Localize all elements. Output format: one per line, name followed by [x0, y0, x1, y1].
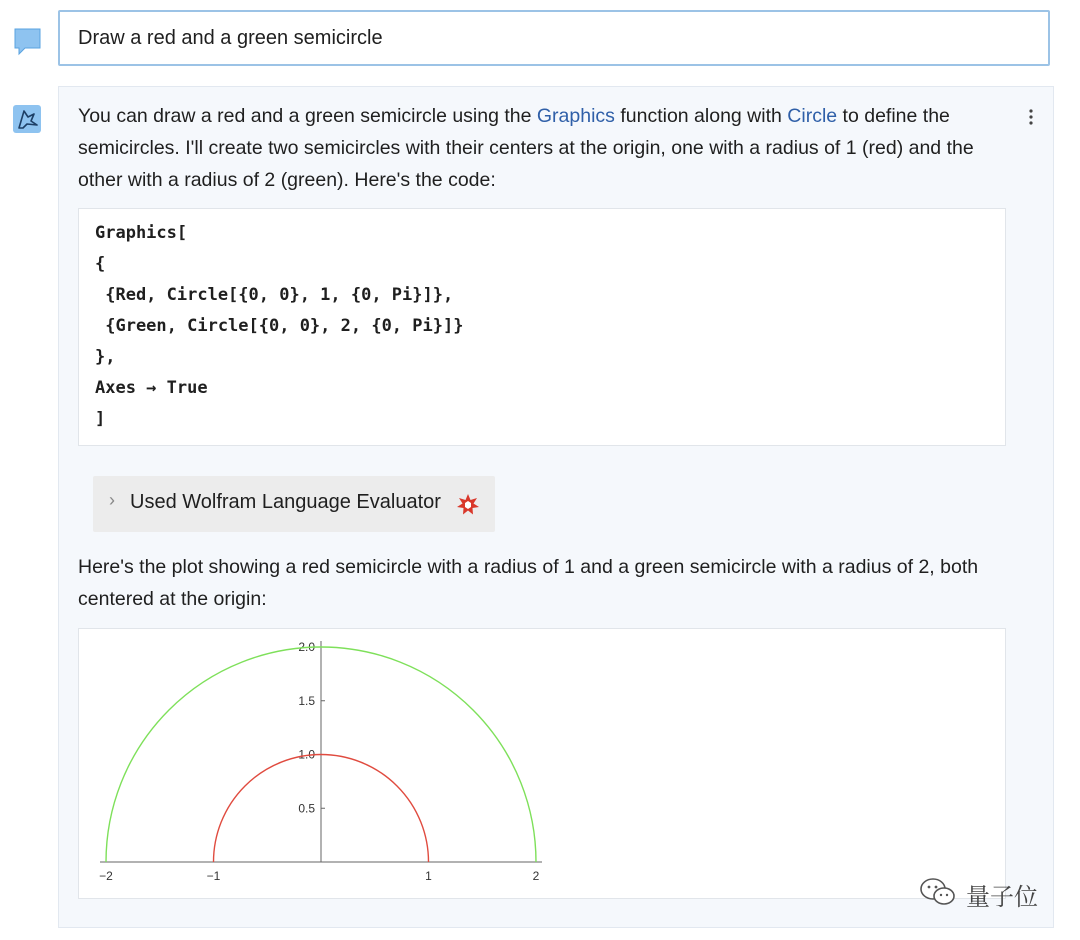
y-tick-label: 1.5 — [298, 693, 315, 708]
y-tick-label: 0.5 — [298, 801, 315, 816]
intro-text-2: function along with — [614, 105, 788, 127]
wolfram-spikey-icon — [457, 494, 479, 516]
more-options-icon[interactable] — [1027, 107, 1035, 127]
prompt-text: Draw a red and a green semicircle — [78, 27, 383, 49]
y-tick-label: 1.0 — [298, 747, 315, 762]
chevron-right-icon: › — [109, 490, 115, 510]
code-line: { — [95, 254, 106, 274]
tool-used-chip[interactable] — [93, 476, 495, 532]
speech-bubble-icon — [13, 27, 43, 57]
wolfram-assistant-icon — [12, 104, 42, 134]
x-tick-label: 1 — [425, 869, 432, 883]
plot-output — [78, 628, 1006, 899]
code-line: Axes → True — [95, 378, 208, 398]
tool-used-label: Used Wolfram Language Evaluator — [130, 491, 441, 513]
wechat-icon — [918, 876, 958, 908]
semicircle-plot — [79, 629, 1007, 900]
prompt-box[interactable] — [58, 10, 1050, 66]
code-line: {Green, Circle[{0, 0}, 2, {0, Pi}]} — [95, 316, 464, 336]
watermark-text: 量子位 — [966, 884, 1038, 911]
response-intro — [78, 100, 1008, 196]
y-tick-label: 2.0 — [298, 640, 315, 654]
assistant-response-card — [58, 86, 1054, 928]
circle-link[interactable]: Circle — [787, 105, 838, 127]
x-tick-label: −2 — [99, 869, 113, 883]
x-tick-label: −1 — [206, 869, 221, 883]
x-tick-label: 2 — [532, 869, 540, 883]
code-block — [78, 208, 1006, 446]
code-line: Graphics[ — [95, 223, 188, 243]
graphics-link[interactable]: Graphics — [536, 105, 615, 127]
intro-text-3: to define the semicircles. I'll create two semicircles with their centers at the origin, one with a radius of 1 (red) and the other with a radius of 2 (green). Here's the code: — [78, 105, 974, 191]
code-line: ] — [95, 409, 106, 429]
response-outro: Here's the plot showing a red semicircle with a radius of 1 and a green semicircle with a radius of 2, both centered at the origin: — [78, 556, 979, 610]
code-line: }, — [95, 347, 116, 367]
intro-text-1: You can draw a red and a green semicircle using the — [78, 105, 537, 127]
watermark — [918, 876, 1053, 910]
code-line: {Red, Circle[{0, 0}, 1, {0, Pi}]}, — [95, 285, 454, 305]
